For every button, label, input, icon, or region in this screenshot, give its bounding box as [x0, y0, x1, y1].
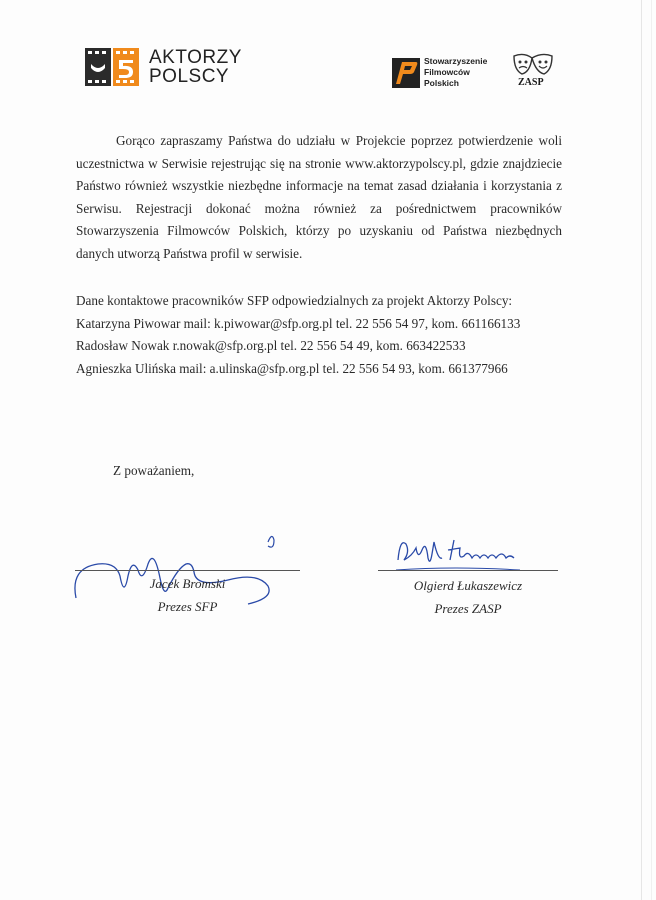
contacts-intro: Dane kontaktowe pracowników SFP odpowiedzialnych za projekt Aktorzy Polscy:	[76, 293, 513, 308]
theatre-masks-icon	[510, 52, 556, 78]
aktorzy-polscy-wordmark	[149, 48, 242, 86]
signatory-title: Prezes SFP	[157, 599, 218, 614]
signatory-name: Jacek Bromski	[149, 576, 226, 591]
logo-text-line: Stowarzyszenie	[424, 56, 488, 66]
aktorzy-polscy-logo	[85, 48, 245, 90]
page-edge	[651, 0, 652, 900]
signatory-name: Olgierd Łukaszewicz	[413, 578, 523, 593]
invitation-paragraph: Gorąco zapraszamy Państwa do udziału w Projekcie poprzez potwierdzenie woli uczestnictwa w Serwisie rejestrując się na stronie www.aktorzypolscy.pl, gdzie znajdziecie Państwo również wszystkie niezbędne informacje na temat zasad działania i korzystania z Serwisu. Rejestracji dokonać można również za pośrednictwem pracowników Stowarzyszenia Filmowców Polskich, którzy po uzyskaniu od Państwa niezbędnych danych utworzą Państwa profil w serwisie.	[76, 133, 562, 261]
contact-line: Agnieszka Ulińska mail: a.ulinska@sfp.org.pl tel. 22 556 54 93, kom. 661377966	[76, 360, 508, 376]
contacts-block	[76, 290, 576, 380]
closing-salutation: Z poważaniem,	[113, 463, 195, 478]
zasp-logo	[510, 52, 556, 92]
contact-line: Radosław Nowak r.nowak@sfp.org.pl tel. 22 556 54 49, kom. 663422533	[76, 338, 466, 353]
film-strip-logo-icon	[85, 48, 139, 86]
signature-line	[75, 570, 300, 571]
sfp-wordmark	[424, 56, 487, 89]
zasp-wordmark: ZASP	[518, 77, 544, 88]
page-edge	[641, 0, 642, 900]
logo-text-line: Polskich	[424, 78, 459, 88]
signatory-title: Prezes ZASP	[434, 601, 502, 616]
contact-line: Katarzyna Piwowar mail: k.piwowar@sfp.org.pl tel. 22 556 54 97, kom. 661166133	[76, 315, 521, 331]
sfp-logo	[392, 56, 502, 90]
logo-text-line: Filmowców	[424, 67, 470, 77]
logo-text-line: POLSCY	[149, 66, 230, 87]
signature-line	[378, 570, 558, 571]
sfp-emblem-icon	[392, 58, 420, 88]
logo-text-line: AKTORZY	[149, 47, 242, 68]
